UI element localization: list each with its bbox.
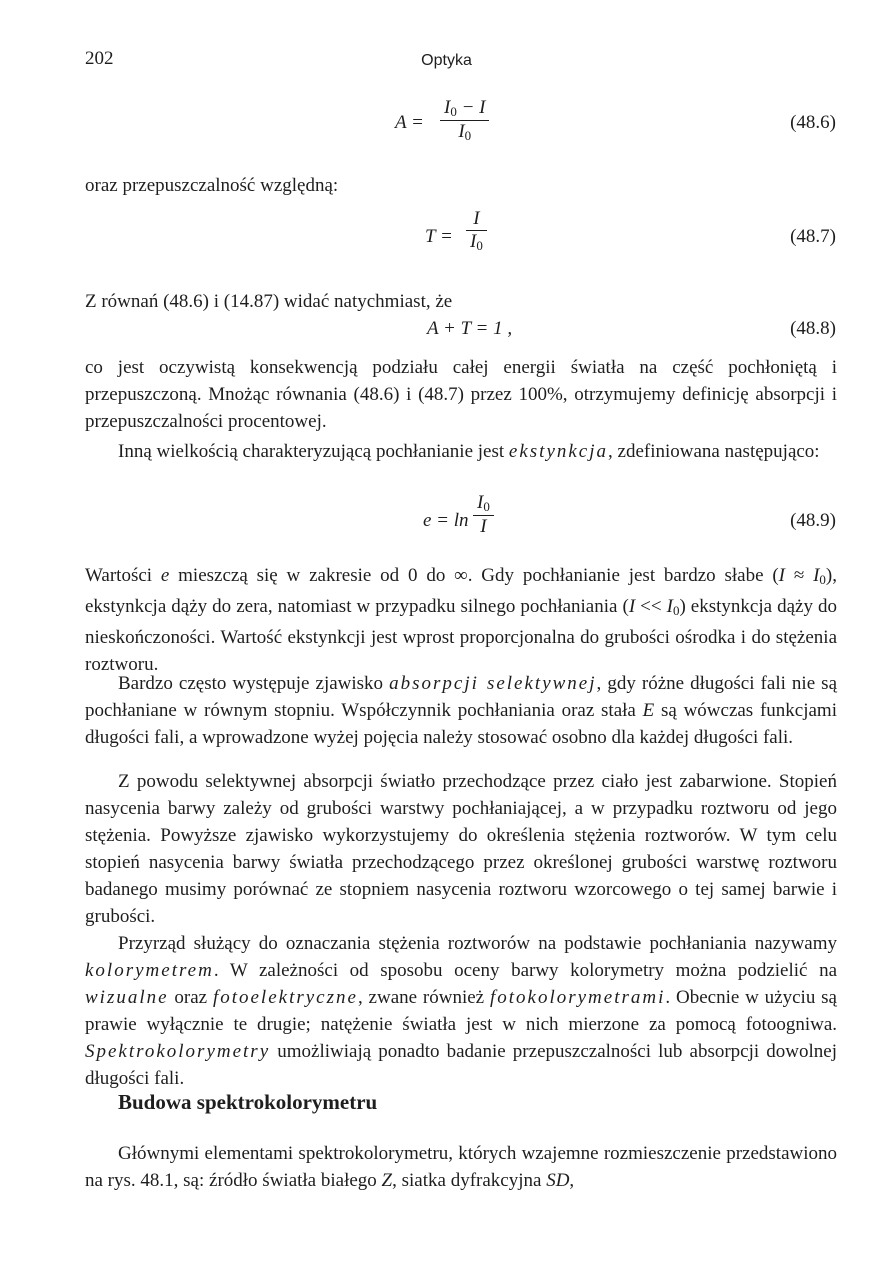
text-run: , siatka dyfrakcyjna	[392, 1170, 547, 1191]
paragraph: oraz przepuszczalność względną:	[85, 175, 339, 196]
math-var: I	[778, 565, 785, 586]
eq-term: I	[477, 492, 484, 513]
text-run: , gdy różne długości fali nie są pochłaniane w równym stopniu. Współczynnik pochłaniania oraz stała	[85, 673, 838, 721]
math-var: e	[160, 565, 170, 586]
eq-subscript: 0	[464, 128, 472, 143]
eq-subscript: 0	[483, 499, 490, 514]
term-absorpcja-selektywna: absorpcji selektywnej	[389, 673, 597, 694]
eq-subscript: 0	[450, 104, 457, 119]
math-var: E	[642, 700, 655, 721]
eq-term: I	[458, 121, 465, 142]
paragraph	[85, 670, 837, 751]
text-run: są wówczas funkcjami długości fali, a wprowadzone wyżej pojęcia należy stosować osobno dla każdej długości fali.	[85, 700, 837, 748]
eq-term: I	[480, 516, 487, 537]
text-run: mieszczą się w zakresie od 0 do ∞. Gdy pochłanianie jest bardzo słabe (	[169, 565, 779, 586]
text-run: umożliwiają ponadto badanie przepuszczalności lub absorpcji dowolnej długości fali.	[85, 1041, 837, 1089]
equation-number: (48.7)	[790, 226, 836, 247]
eq-term: I	[444, 97, 451, 118]
eq-term: − I	[456, 97, 486, 118]
text-run: . W zależności od sposobu oceny barwy kolorymetry można podzielić na	[213, 960, 837, 981]
paragraph	[85, 930, 837, 1092]
text-run: Bardzo często występuje zjawisko	[118, 673, 390, 694]
eq-lhs: A =	[395, 112, 424, 133]
text-run: Przyrząd służący do oznaczania stężenia roztworów na podstawie pochłaniania nazywamy	[118, 933, 837, 954]
term-kolorymetr: kolorymetrem	[85, 960, 214, 981]
text-run: ,	[569, 1170, 575, 1191]
fraction	[473, 492, 494, 538]
text-run: oraz	[168, 987, 213, 1008]
math-subscript: 0	[819, 572, 826, 587]
text-run: . Obecnie w użyciu są prawie wyłącznie te drugie; natężenie światła jest w nich mierzone za pomocą fotoogniwa.	[85, 987, 837, 1035]
paragraph: Z powodu selektywnej absorpcji światło przechodzące przez ciało jest zabarwione. Stopień nasycenia barwy zależy od grubości warstwy pochłaniającej, a w przypadku roztworu od jego stężenia. Powyższe zjawisko wykorzystujemy do określenia stężenia roztworów. W tym celu stopień nasycenia barwy światła przechodzącego przez określonej grubości warstwę roztworu badanego musimy porównać ze stopniem nasycenia roztworu wzorcowego o tej samej barwie i grubości.	[85, 771, 837, 927]
eq-lhs: T =	[425, 226, 453, 247]
text-run: <<	[635, 596, 667, 617]
math-subscript: 0	[672, 603, 680, 618]
paragraph	[85, 562, 837, 678]
fraction	[440, 97, 489, 144]
equation-number: (48.8)	[790, 318, 836, 339]
text-run: ) ekstynkcja dąży do nieskończoności. Wartość ekstynkcji jest wprost proporcjonalna do grubości ośrodka i do stężenia roztworu.	[85, 596, 837, 675]
term-spektrokolorymetry: Spektrokolorymetry	[85, 1041, 271, 1062]
term-wizualne: wizualne	[85, 987, 169, 1008]
text-run: Wartości	[85, 565, 161, 586]
eq-lhs: e = ln	[423, 510, 469, 531]
math-var: I	[813, 565, 820, 586]
running-title: Optyka	[421, 52, 472, 69]
eq-term: I	[473, 208, 480, 229]
eq-subscript: 0	[476, 238, 483, 253]
text-run: Głównymi elementami spektrokolorymetru, których wzajemne rozmieszczenie przedstawiono na rys. 48.1, są: źródło światła białego	[85, 1143, 837, 1191]
paragraph	[85, 1140, 837, 1194]
paragraph	[85, 438, 837, 465]
term-fotoelektryczne: fotoelektryczne	[212, 987, 358, 1008]
text-run: , zwane również	[357, 987, 490, 1008]
fraction	[466, 208, 487, 254]
math-var: I	[628, 596, 636, 617]
text-run: ≈	[784, 565, 814, 586]
eq-term: I	[470, 231, 477, 252]
eq-expr: A + T = 1 ,	[427, 318, 513, 339]
paragraph: co jest oczywistą konsekwencją podziału całej energii światła na część pochłoniętą i przepuszczoną. Mnożąc równania (48.6) i (48.7) przez 100%, otrzymujemy definicję absorpcji i przepuszczalności procentowej.	[85, 357, 837, 432]
text-run: ), ekstynkcja dąży do zera, natomiast w przypadku silnego pochłaniania (	[85, 565, 837, 617]
math-var: SD	[546, 1170, 570, 1191]
math-var: I	[666, 596, 673, 617]
text-run: Inną wielkością charakteryzującą pochłanianie jest	[118, 441, 509, 462]
equation-number: (48.6)	[790, 112, 836, 133]
section-heading: Budowa spektrokolorymetru	[118, 1090, 378, 1114]
equation-number: (48.9)	[790, 510, 836, 531]
paragraph: Z równań (48.6) i (14.87) widać natychmiast, że	[85, 291, 453, 312]
math-var: Z	[381, 1170, 393, 1191]
page-number: 202	[85, 48, 114, 69]
text-run: , zdefiniowana następująco:	[608, 441, 820, 462]
term-ekstynkcja: ekstynkcja	[508, 441, 609, 462]
term-fotokolorymetry: fotokolorymetrami	[489, 987, 666, 1008]
